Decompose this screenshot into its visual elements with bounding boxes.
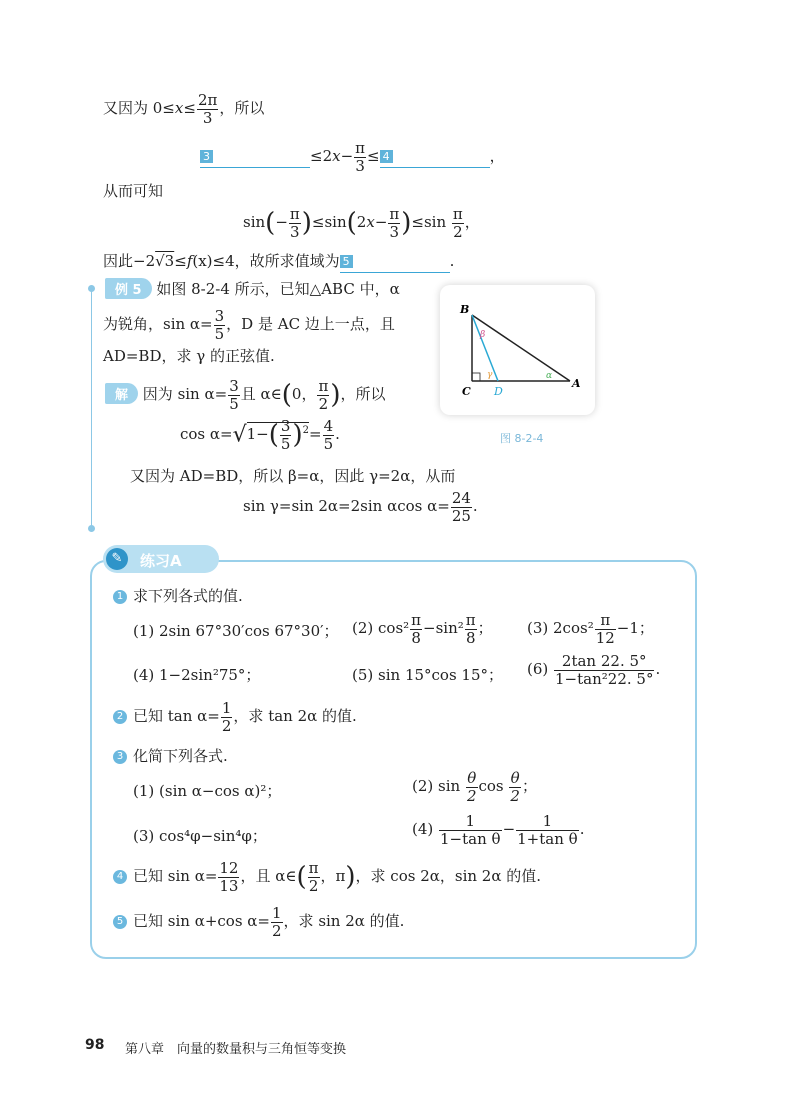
text: (6)	[527, 660, 554, 678]
fraction	[554, 653, 654, 687]
label-c: C	[462, 385, 471, 398]
fraction	[354, 140, 366, 174]
line-1	[103, 92, 264, 126]
text: −	[275, 213, 288, 231]
paren: (	[281, 380, 292, 410]
exponent: 2	[302, 425, 309, 436]
fraction	[214, 308, 226, 342]
denominator: 8	[411, 628, 421, 647]
paren: (	[265, 208, 276, 238]
denominator: 3	[290, 222, 300, 241]
numerator: 12	[219, 859, 239, 877]
denominator: 2	[308, 876, 319, 895]
question-text: 求下列各式的值.	[133, 587, 243, 605]
numerator: π	[595, 612, 616, 630]
right-angle-mark	[472, 373, 480, 381]
text: ≤4，故所求值域为	[212, 252, 340, 270]
line-3: 从而可知	[103, 182, 164, 200]
fraction	[271, 905, 283, 939]
text: −	[502, 820, 516, 838]
triangle-diagram	[440, 285, 595, 415]
q3-heading	[113, 745, 228, 766]
denominator: 2	[466, 786, 477, 805]
denominator: 2	[318, 394, 329, 413]
segment-bd	[472, 315, 498, 381]
text: ≤sin	[411, 213, 447, 231]
question-number: 5	[113, 915, 127, 929]
fraction	[509, 770, 521, 804]
text: (3) 2cos²	[527, 619, 594, 637]
denominator: 25	[451, 506, 471, 525]
label-a: A	[572, 377, 581, 390]
fraction	[465, 612, 477, 646]
denominator: 8	[465, 628, 476, 647]
text: −1；	[616, 619, 654, 637]
denominator: 1−tan²22. 5°	[555, 669, 654, 688]
text: ≤sin	[311, 213, 347, 231]
fraction	[451, 490, 472, 524]
fraction	[410, 612, 422, 646]
numerator: 2tan 22. 5°	[554, 653, 654, 671]
numerator: 1	[439, 813, 502, 831]
numerator: π	[465, 611, 476, 629]
fraction	[466, 770, 478, 804]
text: 已知 tan α=	[133, 707, 220, 725]
text: .	[335, 425, 340, 443]
label-beta: β	[480, 330, 486, 340]
text: ，所以	[219, 99, 265, 117]
denominator: 5	[229, 394, 239, 413]
text: −sin²	[423, 619, 464, 637]
fraction	[388, 206, 400, 240]
question-number: 2	[113, 710, 127, 724]
text: ，求 sin 2α 的值.	[283, 912, 405, 930]
paren: (	[296, 862, 307, 892]
q1-part-5: (5) sin 15°cos 15°；	[352, 666, 504, 684]
text: ，	[464, 213, 480, 231]
denominator: 5	[214, 324, 225, 343]
text: (2) cos²	[352, 619, 410, 637]
example-margin-line	[91, 288, 92, 528]
text: 且 α∈	[240, 385, 282, 403]
denominator: 3	[202, 108, 213, 127]
solution-tag: 解	[105, 383, 138, 404]
fraction	[218, 860, 239, 894]
denominator: 3	[389, 222, 400, 241]
denominator: 13	[219, 876, 239, 895]
label-gamma: γ	[487, 370, 493, 380]
numerator: θ	[467, 769, 477, 787]
label-d: D	[494, 385, 503, 398]
q3-part-2	[412, 770, 537, 804]
question-number: 4	[113, 870, 127, 884]
solution-line-4	[243, 490, 478, 524]
q3-part-1: (1) (sin α−cos α)²；	[133, 782, 282, 800]
text: (4)	[412, 820, 439, 838]
text: −	[340, 147, 354, 165]
answer-blank-4[interactable]	[380, 147, 490, 168]
numerator: π	[289, 205, 300, 223]
text: ≤	[183, 99, 196, 117]
exercise-title: 练习A	[140, 552, 182, 570]
example-line-2	[103, 308, 395, 342]
q3-part-3: (3) cos⁴φ−sin⁴φ；	[133, 827, 267, 845]
text: ≤2	[310, 147, 333, 165]
solution-line-3: 又因为 AD=BD，所以 β=α，因此 γ=2α，从而	[130, 467, 456, 485]
q1-part-3	[527, 612, 654, 646]
numerator: 1	[516, 813, 579, 831]
text: .	[449, 252, 455, 270]
numerator: 4	[323, 417, 334, 435]
text: −	[374, 213, 388, 231]
numerator: π	[411, 611, 422, 629]
fraction	[197, 92, 218, 126]
denominator: 3	[355, 156, 365, 175]
fraction	[228, 378, 240, 412]
sqrt: √3	[155, 252, 175, 270]
numerator: π	[355, 139, 366, 157]
q1-part-2	[352, 612, 493, 646]
fraction	[221, 700, 233, 734]
paren: (	[346, 208, 357, 238]
page-number: 98	[85, 1037, 105, 1053]
text: ，且 α∈	[240, 867, 297, 885]
fraction	[280, 418, 292, 452]
numerator: 1	[221, 699, 232, 717]
text: ，D 是 AC 边上一点，且	[226, 315, 395, 333]
example-line-1	[105, 278, 400, 299]
line-2	[200, 140, 505, 174]
text: 0，	[291, 385, 317, 403]
text: sin	[243, 213, 266, 231]
text: 因为 sin α=	[142, 385, 228, 403]
q1-part-1: (1) 2sin 67°30′cos 67°30′；	[133, 622, 339, 640]
denominator: 5	[280, 434, 291, 453]
margin-dot	[88, 525, 95, 532]
solution-line-1	[105, 378, 385, 412]
var-f: f	[186, 252, 193, 270]
paren: )	[345, 862, 356, 892]
chapter-title: 第八章 向量的数量积与三角恒等变换	[125, 1042, 347, 1057]
text: ≤	[367, 147, 380, 165]
text: ，	[489, 147, 505, 165]
text: (x)	[192, 252, 213, 270]
text: ≤	[174, 252, 187, 270]
text: ，π	[320, 867, 346, 885]
blank-number: 5	[340, 255, 353, 268]
numerator: 1	[272, 904, 282, 922]
label-alpha: α	[546, 371, 553, 381]
example-tag: 例 5	[105, 278, 152, 299]
text: .	[472, 497, 478, 515]
text: ；	[521, 777, 537, 795]
var-x: x	[174, 99, 184, 117]
question-text: 化简下列各式.	[133, 747, 228, 765]
text: ，所以	[340, 385, 386, 403]
numerator: 3	[214, 307, 225, 325]
text: .	[655, 660, 661, 678]
example-line-3: AD=BD，求 γ 的正弦值.	[103, 347, 275, 365]
denominator: 2	[272, 921, 282, 940]
blank-number: 4	[380, 150, 393, 163]
denominator: 2	[221, 716, 232, 735]
figure-card	[440, 285, 595, 415]
text: 如图 8-2-4 所示，已知△ABC 中，α	[156, 280, 400, 298]
q2	[113, 700, 357, 734]
q1-part-6	[527, 653, 660, 687]
text: cos	[478, 777, 509, 795]
question-number: 3	[113, 750, 127, 764]
numerator: π	[318, 377, 329, 395]
paren: )	[401, 208, 412, 238]
var-x: x	[366, 213, 375, 231]
text: 因此−2	[103, 252, 156, 270]
paren: )	[301, 208, 312, 238]
denominator: 2	[510, 786, 520, 805]
q4	[113, 860, 541, 894]
q3-part-4	[412, 813, 584, 847]
fraction	[308, 860, 320, 894]
sqrt-sign: √	[232, 422, 247, 448]
numerator: 2π	[197, 91, 218, 109]
text: ，求 tan 2α 的值.	[233, 707, 357, 725]
solution-line-2	[180, 418, 340, 452]
text: cos α=	[180, 425, 233, 443]
paren: (	[268, 420, 279, 450]
fraction	[317, 378, 329, 412]
figure-caption: 图 8-2-4	[500, 432, 544, 445]
q5	[113, 905, 404, 939]
question-number: 1	[113, 590, 127, 604]
paren: )	[292, 420, 303, 450]
text: 已知 sin α+cos α=	[133, 912, 270, 930]
text: ；	[477, 619, 493, 637]
numerator: π	[452, 205, 463, 223]
text: 又因为 0≤	[103, 99, 175, 117]
numerator: θ	[510, 769, 520, 787]
text: sin γ=sin 2α=2sin αcos α=	[243, 497, 450, 515]
numerator: π	[389, 205, 400, 223]
fraction	[439, 813, 502, 847]
q1-heading	[113, 585, 243, 606]
paren: )	[330, 380, 341, 410]
text: 2	[356, 213, 367, 231]
fraction	[289, 206, 301, 240]
sqrt-body	[246, 417, 309, 453]
answer-blank-3[interactable]	[200, 147, 310, 168]
var-x: x	[332, 147, 341, 165]
fraction	[323, 418, 335, 452]
denominator: 1−tan θ	[440, 829, 501, 848]
margin-dot	[88, 285, 95, 292]
numerator: 3	[229, 377, 239, 395]
text: (2) sin	[412, 777, 465, 795]
text: ，求 cos 2α，sin 2α 的值.	[355, 867, 542, 885]
text: 1−	[246, 425, 269, 443]
answer-blank-5[interactable]	[340, 252, 450, 273]
numerator: 24	[451, 489, 471, 507]
denominator: 1+tan θ	[517, 829, 578, 848]
blank-number: 3	[200, 150, 213, 163]
numerator: 3	[280, 417, 291, 435]
text: 为锐角，sin α=	[103, 315, 213, 333]
label-b: B	[460, 303, 470, 316]
fraction	[516, 813, 579, 847]
practice-icon: ✎	[106, 548, 128, 570]
denominator: 5	[323, 434, 334, 453]
text: 已知 sin α=	[133, 867, 218, 885]
denominator: 12	[595, 628, 615, 647]
line-4	[243, 206, 480, 240]
q1-part-4: (4) 1−2sin²75°；	[133, 666, 261, 684]
numerator: π	[308, 859, 319, 877]
fraction	[595, 612, 616, 646]
line-5	[103, 250, 454, 273]
text: =	[309, 425, 322, 443]
fraction	[452, 206, 464, 240]
text: .	[579, 820, 585, 838]
denominator: 2	[453, 222, 463, 241]
